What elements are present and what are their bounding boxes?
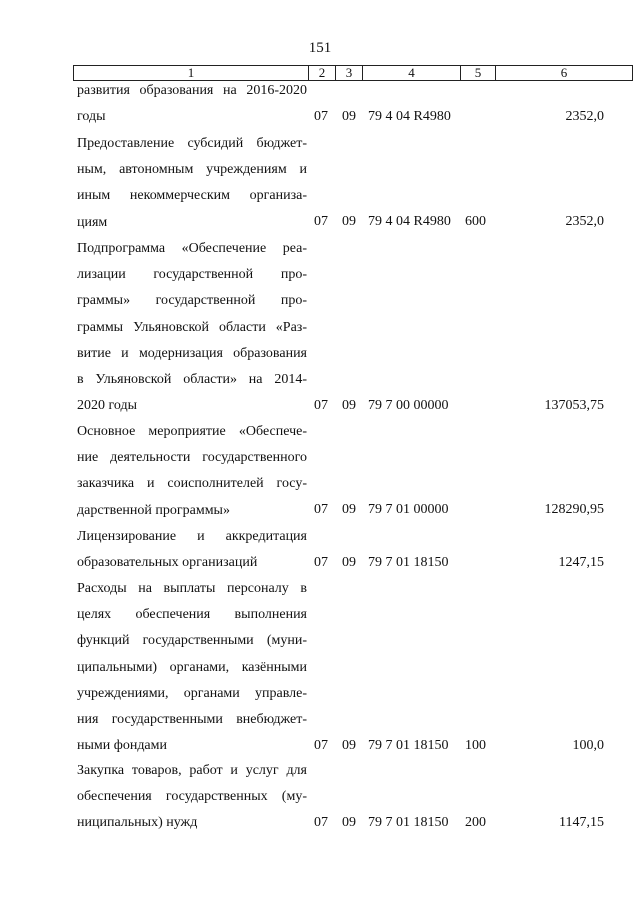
section-code: 07 <box>314 502 328 517</box>
description-line: ципальными) органами, казёнными <box>77 659 307 675</box>
header-col-6: 6 <box>560 65 568 80</box>
description-line: образовательных организаций <box>77 555 258 571</box>
description-line: ния государственными внебюджет- <box>77 712 307 728</box>
description-line: Закупка товаров, работ и услуг для <box>77 763 307 778</box>
row-description <box>77 236 307 419</box>
subsection-code: 09 <box>342 214 356 229</box>
description-line: 2020 годы <box>77 398 138 414</box>
section-code: 07 <box>314 555 328 570</box>
row-description <box>77 419 307 524</box>
page-number: 151 <box>308 40 332 56</box>
subsection-code: 09 <box>342 502 356 517</box>
description-line: граммы» государственной про- <box>77 293 307 309</box>
description-line: обеспечения государственных (му- <box>77 789 307 805</box>
amount: 2352,0 <box>565 214 604 229</box>
description-line: Лицензирование и аккредитация <box>77 529 307 544</box>
header-col-3: 3 <box>345 65 353 80</box>
subsection-code: 09 <box>342 555 356 570</box>
description-line: Подпрограмма «Обеспечение реа- <box>77 241 307 256</box>
amount: 128290,95 <box>544 502 604 517</box>
target-article-code: 79 7 00 00000 <box>368 398 449 413</box>
description-line: ние деятельности государственного <box>77 450 307 466</box>
description-line: Основное мероприятие «Обеспече- <box>77 424 307 439</box>
subsection-code: 09 <box>342 109 356 124</box>
row-description <box>77 576 307 759</box>
expense-type-code: 100 <box>465 738 486 753</box>
amount: 137053,75 <box>544 398 604 413</box>
row-description <box>77 758 307 837</box>
description-line: Расходы на выплаты персоналу в <box>77 581 307 596</box>
description-line: иным некоммерческим организа- <box>77 188 307 204</box>
amount: 100,0 <box>572 738 604 753</box>
description-line: граммы Ульяновской области «Раз- <box>77 319 307 335</box>
row-description <box>77 131 307 236</box>
description-line: ными фондами <box>77 738 168 754</box>
header-col-2: 2 <box>318 65 326 80</box>
header-col-1: 1 <box>187 65 195 80</box>
target-article-code: 79 7 01 18150 <box>368 738 449 753</box>
description-line: годы <box>77 109 106 125</box>
subsection-code: 09 <box>342 398 356 413</box>
description-line: развития образования на 2016-2020 <box>77 83 307 98</box>
section-code: 07 <box>314 398 328 413</box>
description-line: Предоставление субсидий бюджет- <box>77 136 307 151</box>
section-code: 07 <box>314 738 328 753</box>
subsection-code: 09 <box>342 738 356 753</box>
amount: 2352,0 <box>565 109 604 124</box>
section-code: 07 <box>314 815 328 830</box>
expense-type-code: 600 <box>465 214 486 229</box>
row-description <box>77 78 307 130</box>
description-line: целях обеспечения выполнения <box>77 607 307 623</box>
header-col-4: 4 <box>408 65 415 80</box>
description-line: заказчика и соисполнителей госу- <box>77 476 307 492</box>
section-code: 07 <box>314 214 328 229</box>
section-code: 07 <box>314 109 328 124</box>
description-line: витие и модернизация образования <box>77 345 307 361</box>
description-line: дарственной программы» <box>77 502 230 518</box>
target-article-code: 79 7 01 00000 <box>368 502 449 517</box>
expense-type-code: 200 <box>465 815 486 830</box>
description-line: ниципальных) нужд <box>77 815 198 831</box>
description-line: учреждениями, органами управле- <box>77 685 307 701</box>
subsection-code: 09 <box>342 815 356 830</box>
amount: 1247,15 <box>558 555 604 570</box>
target-article-code: 79 7 01 18150 <box>368 555 449 570</box>
header-col-5: 5 <box>474 65 482 80</box>
target-article-code: 79 4 04 R4980 <box>368 109 451 124</box>
description-line: функций государственными (муни- <box>77 633 307 649</box>
amount: 1147,15 <box>559 815 604 830</box>
row-description <box>77 524 307 576</box>
description-line: лизации государственной про- <box>77 267 307 283</box>
target-article-code: 79 4 04 R4980 <box>368 214 451 229</box>
description-line: ным, автономным учреждениям и <box>77 162 307 178</box>
description-line: в Ульяновской области» на 2014- <box>77 372 307 388</box>
target-article-code: 79 7 01 18150 <box>368 815 449 830</box>
description-line: циям <box>77 214 108 230</box>
